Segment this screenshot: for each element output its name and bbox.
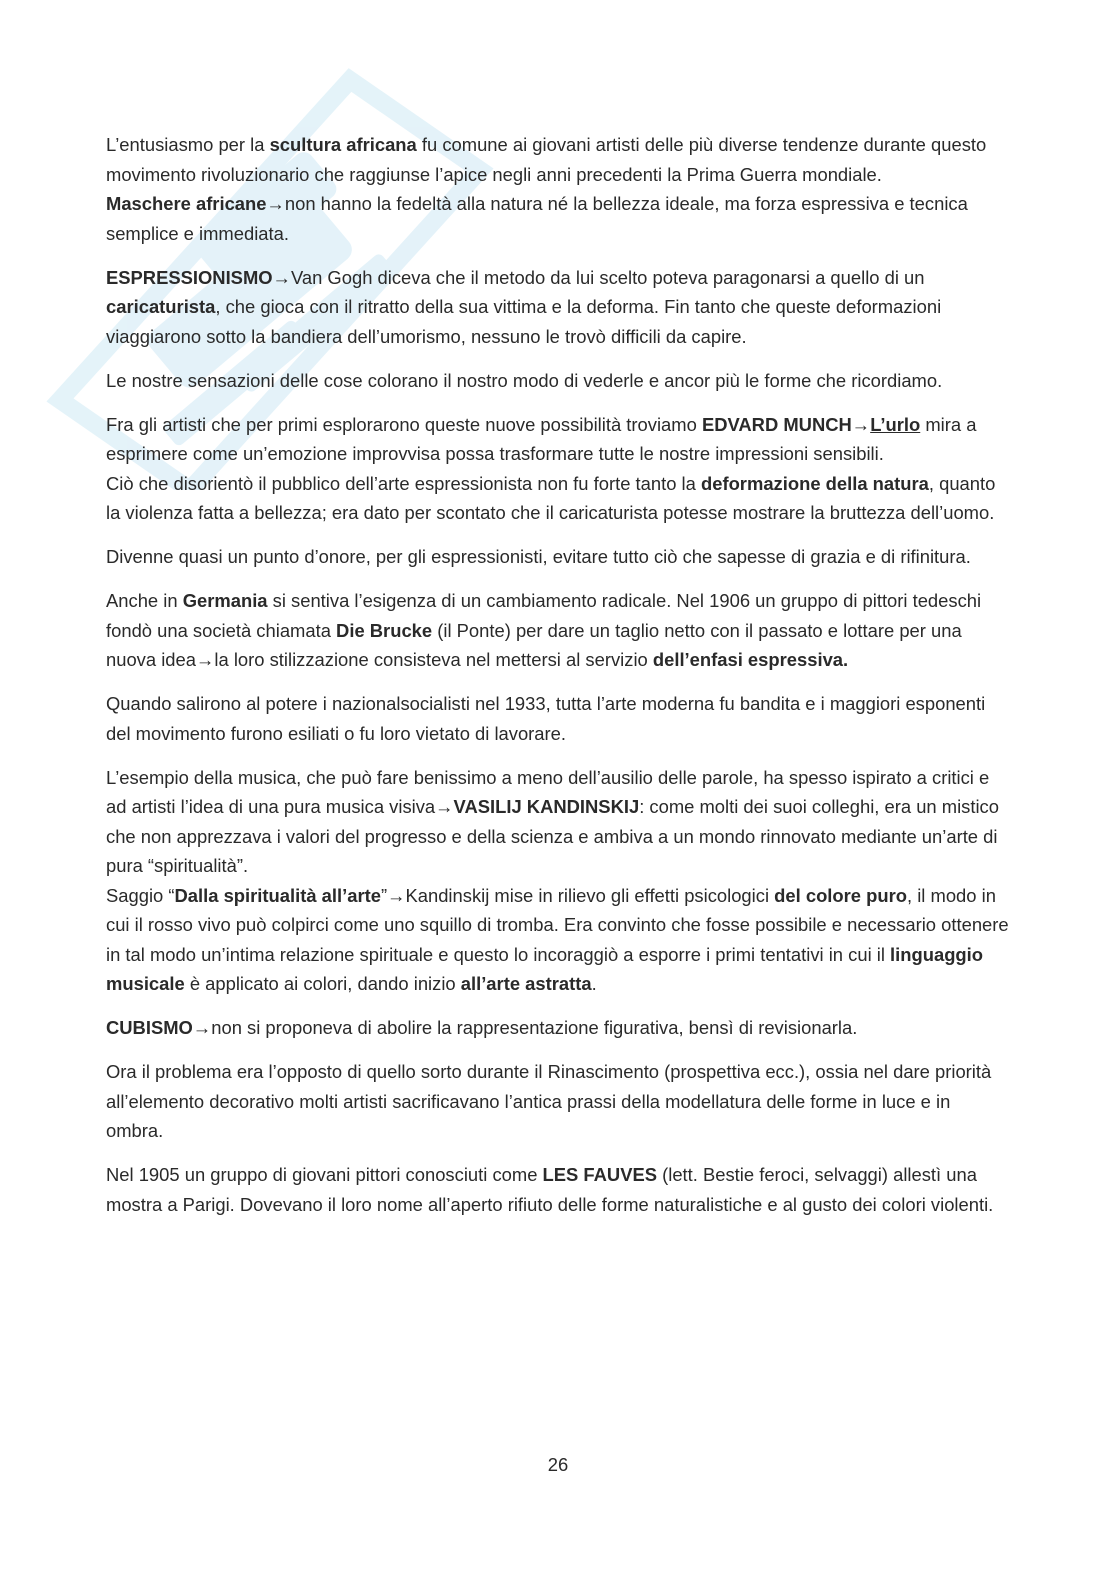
text-run: Ciò che disorientò il pubblico dell’arte espressionista non fu forte tanto la xyxy=(106,472,701,494)
bold-text: VASILIJ KANDINSKIJ xyxy=(453,796,640,817)
page-number: 26 xyxy=(547,1454,569,1475)
paragraph-scultura-africana xyxy=(106,130,1012,189)
text-run: L’esempio della musica, che può fare benissimo a meno dell’ausilio delle parole, ha spesso ispirato a critici e ad artisti l’idea di una pura musica visiva xyxy=(106,766,990,817)
paragraph-rinascimento xyxy=(106,1057,1012,1146)
paragraph-maschere-africane xyxy=(106,189,1012,248)
text-run: Saggio “ xyxy=(106,884,175,906)
text-run: Anche in xyxy=(106,590,183,611)
text-run: , il modo in cui il rosso vivo può colpirci come uno squillo di tromba. Era convinto che fosse possibile e necessario ottenere in tal modo un’intima relazione spirituale e questo lo incoraggiò a esporre i primi tentativi in cui il xyxy=(106,884,1009,965)
bold-text: LES FAUVES xyxy=(542,1164,657,1185)
paragraph-germania xyxy=(106,586,1012,675)
text-run: (lett. Bestie feroci, selvaggi) allestì una mostra a Parigi. Dovevano il loro nome all’aperto rifiuto delle forme naturalistiche e al gusto dei colori violenti. xyxy=(106,1164,994,1215)
bold-text: Die Brucke xyxy=(336,619,433,641)
bold-text: Maschere africane xyxy=(106,193,267,214)
text-run: Nel 1905 un gruppo di giovani pittori conosciuti come xyxy=(106,1164,543,1185)
text-run: , che gioca con il ritratto della sua vittima e la deforma. Fin tanto che queste deformazioni viaggiarono sotto la bandiera dell’umorismo, nessuno le trovò difficili da capire. xyxy=(106,296,942,347)
text-run: Fra gli artisti che per primi esplorarono queste nuove possibilità troviamo xyxy=(106,413,702,435)
text-run: → xyxy=(266,193,285,214)
bold-text: → xyxy=(435,796,454,817)
bold-text: EDVARD MUNCH xyxy=(701,413,852,435)
bold-text: del colore puro xyxy=(774,884,907,906)
bold-text: all’arte astratta xyxy=(460,973,592,994)
text-run: Quando salirono al potere i nazionalsocialisti nel 1933, tutta l’arte moderna fu bandita e i maggiori esponenti del movimento furono esiliati o fu loro vietato di lavorare. xyxy=(106,693,986,744)
text-run: L’entusiasmo per la xyxy=(106,134,270,155)
text-run: è applicato ai colori, dando inizio xyxy=(184,973,461,994)
bold-text: Germania xyxy=(182,590,268,611)
text-run: si sentiva l’esigenza di un cambiamento radicale. Nel 1906 un gruppo di pittori tedeschi fondò una società chiamata xyxy=(106,590,982,641)
paragraph-nazionalsocialisti xyxy=(106,689,1012,748)
paragraph-sensazioni xyxy=(106,366,1012,396)
text-run: → xyxy=(272,266,291,288)
text-run: Ora il problema era l’opposto di quello sorto durante il Rinascimento (prospettiva ecc.), ossia nel dare priorità all’elemento decorativo molti artisti sacrificavano l’antica prassi della modellatura delle forme in luce e in ombra. xyxy=(106,1061,992,1141)
bold-text: CUBISMO xyxy=(106,1017,193,1038)
bold-text: linguaggio musicale xyxy=(106,943,984,994)
text-run: → xyxy=(192,1017,212,1038)
bold-text: deformazione della natura xyxy=(700,472,929,494)
paragraph-saggio xyxy=(106,881,1012,999)
paragraph-cubismo xyxy=(106,1013,1012,1043)
bold-text: → xyxy=(851,413,871,435)
text-run: : come molti dei suoi colleghi, era un mistico che non apprezzava i valori del progresso e della scienza e ambiva a un mondo rinnovato mediante un’arte di pura “spiritualità”. xyxy=(106,796,999,876)
bold-text: scultura africana xyxy=(269,134,417,155)
bold-text: ESPRESSIONISMO xyxy=(106,266,273,288)
text-run: . xyxy=(591,973,597,994)
text-run: , quanto la violenza fatta a bellezza; era dato per scontato che il caricaturista potesse mostrare la bruttezza dell’uomo. xyxy=(106,472,996,523)
text-run: Kandinskij mise in rilievo gli effetti psicologici xyxy=(405,884,775,906)
paragraph-kandinskij xyxy=(106,763,1012,881)
text-run: (il Ponte) per dare un taglio netto con il passato e lottare per una nuova idea xyxy=(106,619,962,670)
paragraph-punto-onore xyxy=(106,542,1012,572)
text-run: Divenne quasi un punto d’onore, per gli espressionisti, evitare tutto ciò che sapesse di grazia e di rifinitura. xyxy=(106,546,971,567)
paragraph-munch xyxy=(106,410,1012,469)
text-run: fu comune ai giovani artisti delle più diverse tendenze durante questo movimento rivoluzionario che raggiunse l’apice negli anni precedenti la Prima Guerra mondiale. xyxy=(106,134,987,185)
page-body xyxy=(106,130,1012,1234)
text-run: Le nostre sensazioni delle cose colorano il nostro modo di vederle e ancor più le forme che ricordiamo. xyxy=(106,369,943,391)
paragraph-espressionismo xyxy=(106,263,1012,352)
bold-text: Dalla spiritualità all’arte xyxy=(174,884,381,906)
text-run: → xyxy=(387,884,406,906)
text-run: mira a esprimere come un’emozione improvvisa possa trasformare tutte le nostre impressioni sensibili. xyxy=(106,413,977,464)
bold-text: L’urlo xyxy=(870,413,921,435)
text-run: non si proponeva di abolire la rappresentazione figurativa, bensì di revisionarla. xyxy=(211,1017,858,1038)
text-run: la loro stilizzazione consisteva nel mettersi al servizio xyxy=(214,649,653,670)
bold-text: dell’enfasi espressiva. xyxy=(652,649,849,670)
text-run: ” xyxy=(380,884,388,906)
text-run: Van Gogh diceva che il metodo da lui scelto poteva paragonarsi a quello di un xyxy=(290,266,925,288)
paragraph-deformazione xyxy=(106,469,1012,528)
paragraph-fauves xyxy=(106,1160,1012,1219)
bold-text: caricaturista xyxy=(106,296,216,317)
text-run: → xyxy=(196,649,215,670)
text-run: non hanno la fedeltà alla natura né la bellezza ideale, ma forza espressiva e tecnica semplice e immediata. xyxy=(106,193,968,244)
